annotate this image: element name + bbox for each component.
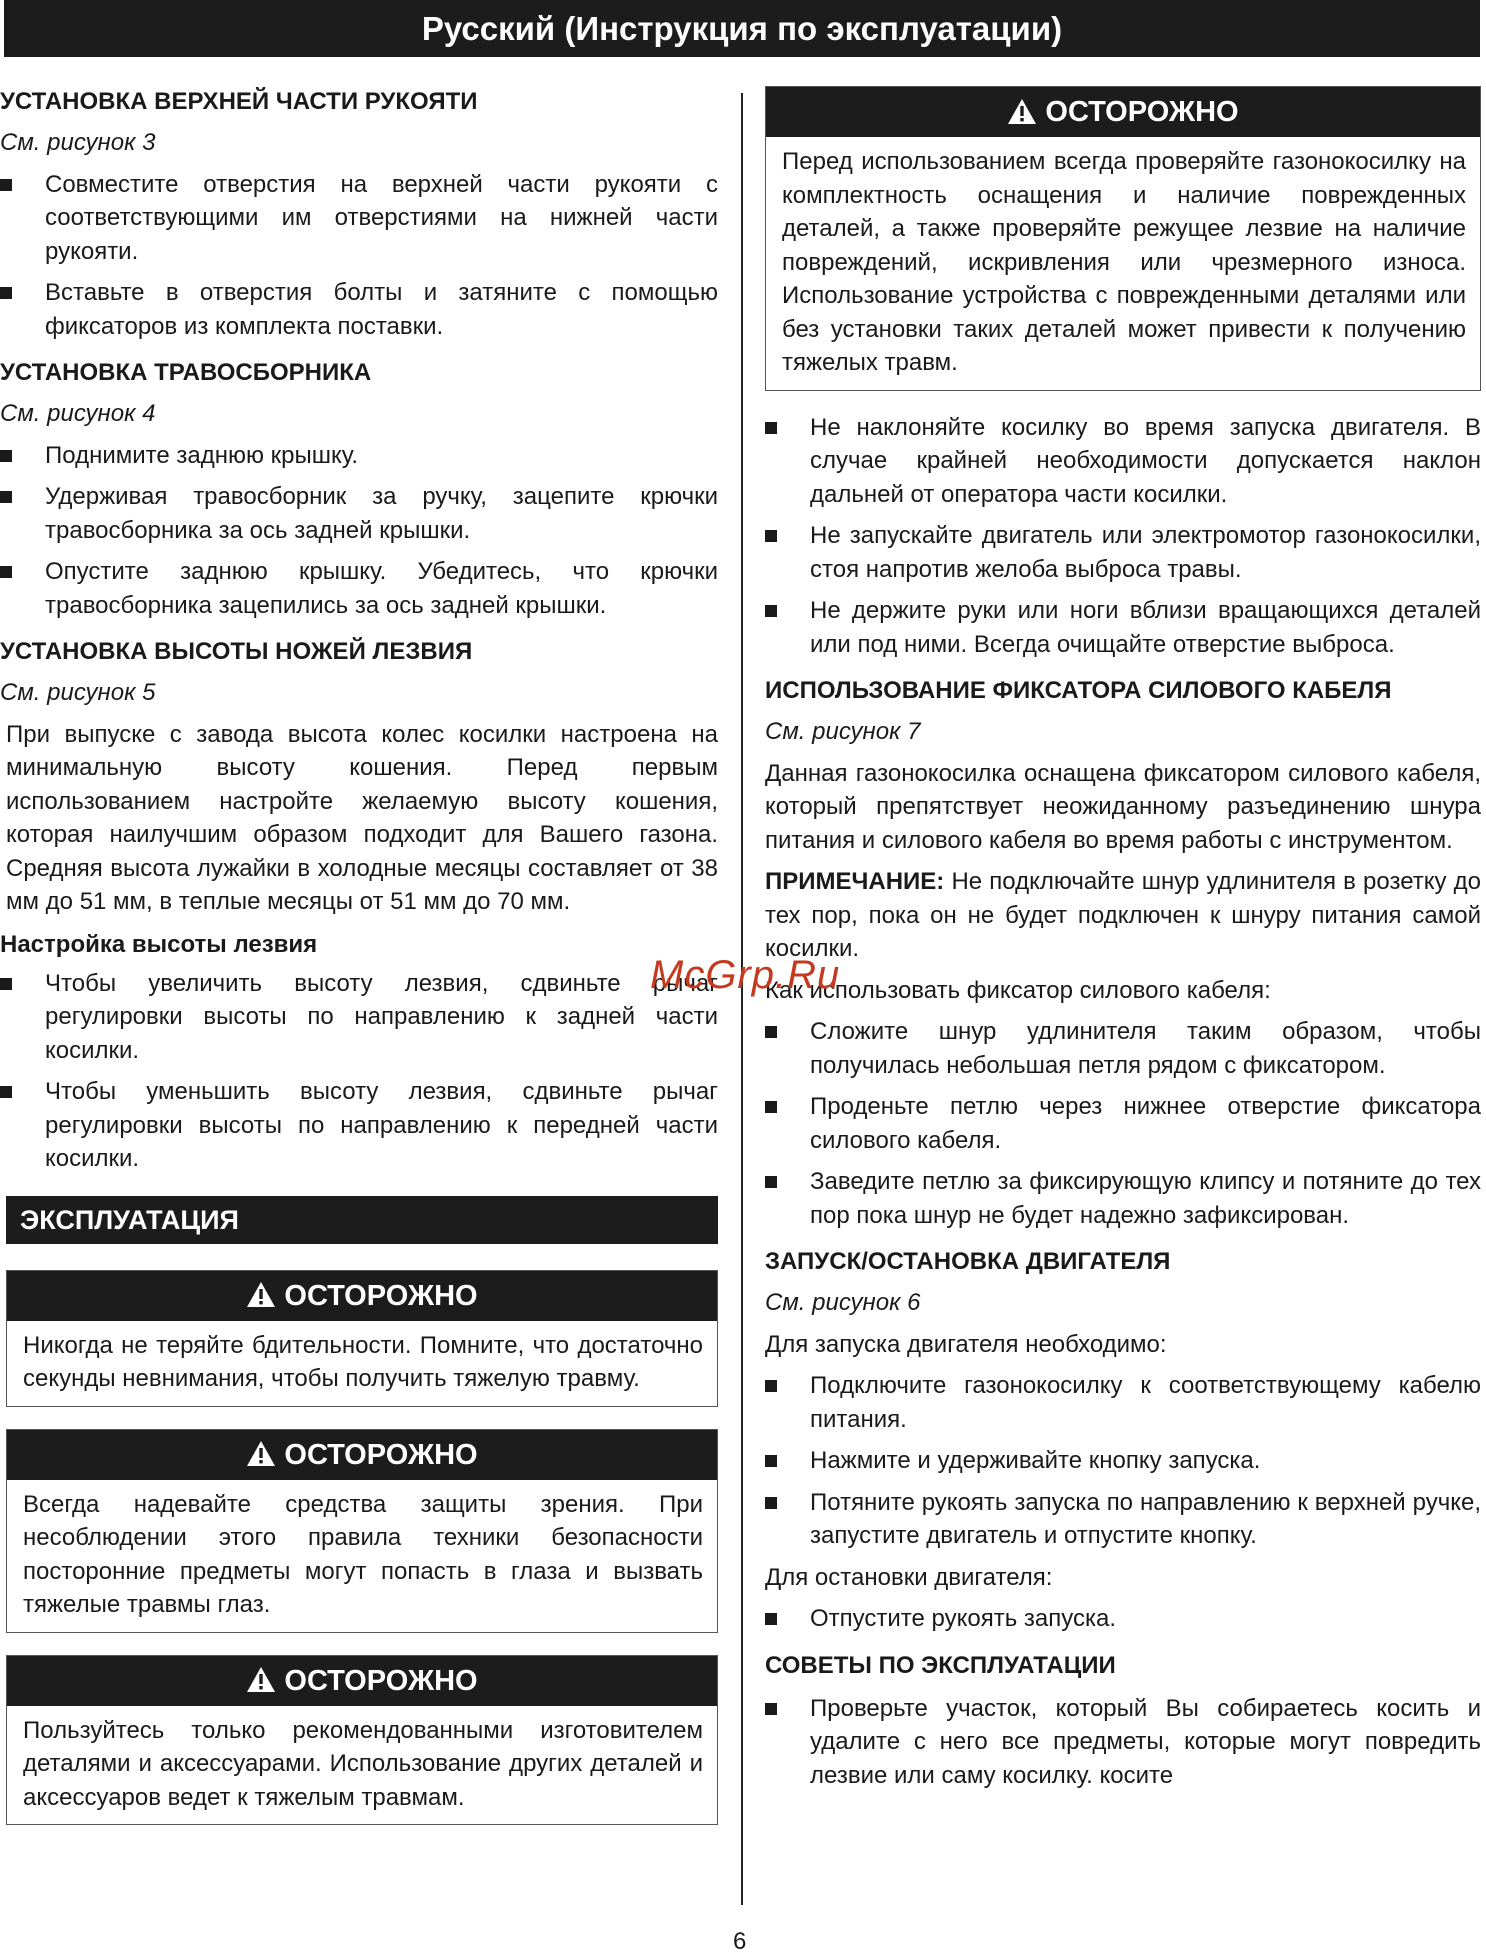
- square-bullet-icon: [0, 491, 12, 503]
- right-column: [765, 86, 1481, 1800]
- square-bullet-icon: [765, 1026, 777, 1038]
- bullet-list: [0, 168, 718, 344]
- list-item: Совместите отверстия на верхней части рукояти с соответствующими им отверстиями на нижней части рукояти.: [0, 168, 718, 269]
- square-bullet-icon: [765, 530, 777, 542]
- section-title-blade-height: УСТАНОВКА ВЫСОТЫ НОЖЕЙ ЛЕЗВИЯ: [0, 638, 473, 665]
- list-item: Не наклоняйте косилку во время запуска двигателя. В случае крайней необходимости допускается наклон дальней от оператора части косилки.: [765, 411, 1481, 512]
- paragraph: Данная газонокосилка оснащена фиксатором силового кабеля, который препятствует неожиданному разъединению шнура питания и силового кабеля во время работы с инструментом.: [765, 759, 1481, 854]
- warning-label: ОСТОРОЖНО: [1045, 96, 1239, 128]
- warning-box: [765, 86, 1481, 391]
- paragraph: Для остановки двигателя:: [765, 1563, 1053, 1591]
- paragraph: Для запуска двигателя необходимо:: [765, 1330, 1167, 1358]
- figure-ref: См. рисунок 5: [0, 679, 156, 706]
- square-bullet-icon: [765, 1613, 777, 1625]
- list-item: Сложите шнур удлинителя таким образом, чтобы получилась небольшая петля рядом с фиксатором.: [765, 1015, 1481, 1082]
- list-item: Не держите руки или ноги вблизи вращающихся деталей или под ними. Всегда очищайте отверстие выброса.: [765, 594, 1481, 661]
- bullet-list: [765, 1692, 1481, 1793]
- paragraph: При выпуске с завода высота колес косилки настроена на минимальную высоту кошения. Перед первым использованием настройте желаемую высоту кошения, которая наилучшим образом подходит для Вашего газона. Средняя высота лужайки в холодные месяцы составляет от 38 мм до 51 мм, в теплые месяцы от 51 мм до 70 мм.: [6, 720, 718, 915]
- warning-header: [7, 1656, 717, 1706]
- list-item: Удерживая травосборник за ручку, зацепите крючки травосборника за ось задней крышки.: [0, 480, 718, 547]
- square-bullet-icon: [0, 1086, 12, 1098]
- figure-ref: См. рисунок 6: [765, 1289, 921, 1316]
- warning-label: ОСТОРОЖНО: [284, 1279, 478, 1312]
- square-bullet-icon: [765, 1455, 777, 1467]
- warning-header: [766, 87, 1480, 137]
- warning-label: ОСТОРОЖНО: [284, 1664, 478, 1697]
- bullet-list: [765, 1369, 1481, 1553]
- list-item: Потяните рукоять запуска по направлению к верхней ручке, запустите двигатель и отпустите кнопку.: [765, 1486, 1481, 1553]
- warning-label: ОСТОРОЖНО: [284, 1438, 478, 1471]
- square-bullet-icon: [765, 1101, 777, 1113]
- bullet-list: [765, 411, 1481, 662]
- list-item: Заведите петлю за фиксирующую клипсу и потяните до тех пор пока шнур не будет надежно зафиксирован.: [765, 1165, 1481, 1232]
- square-bullet-icon: [765, 1497, 777, 1509]
- section-title-grass-catcher: УСТАНОВКА ТРАВОСБОРНИКА: [0, 359, 372, 386]
- section-title-handle-upper: УСТАНОВКА ВЕРХНЕЙ ЧАСТИ РУКОЯТИ: [0, 88, 478, 115]
- paragraph: Как использовать фиксатор силового кабеля:: [765, 976, 1271, 1004]
- square-bullet-icon: [0, 179, 12, 191]
- section-title-engine-start-stop: ЗАПУСК/ОСТАНОВКА ДВИГАТЕЛЯ: [765, 1248, 1171, 1275]
- warning-triangle-icon: [246, 1666, 276, 1693]
- section-title-operation-tips: СОВЕТЫ ПО ЭКСПЛУАТАЦИИ: [765, 1651, 1116, 1679]
- warning-text: Пользуйтесь только рекомендованными изготовителем деталями и аксессуарами. Использование других деталей и аксессуаров ведет к тяжелым травмам.: [23, 1716, 703, 1811]
- bullet-list: [765, 1015, 1481, 1232]
- warning-header: [7, 1271, 717, 1321]
- square-bullet-icon: [0, 287, 12, 299]
- list-item: Чтобы увеличить высоту лезвия, сдвиньте рычаг регулировки высоты по направлению к задней части косилки.: [0, 967, 718, 1068]
- square-bullet-icon: [765, 422, 777, 434]
- section-title-cable-lock: ИСПОЛЬЗОВАНИЕ ФИКСАТОРА СИЛОВОГО КАБЕЛЯ: [765, 677, 1392, 704]
- bullet-list: [0, 439, 718, 623]
- column-divider: [741, 93, 743, 1905]
- section-bar-operation: ЭКСПЛУАТАЦИЯ: [6, 1196, 718, 1244]
- warning-box: [6, 1270, 718, 1407]
- square-bullet-icon: [765, 605, 777, 617]
- list-item: Подключите газонокосилку к соответствующему кабелю питания.: [765, 1369, 1481, 1436]
- square-bullet-icon: [765, 1703, 777, 1715]
- square-bullet-icon: [0, 566, 12, 578]
- square-bullet-icon: [0, 978, 12, 990]
- warning-box: [6, 1429, 718, 1633]
- list-item: Проденьте петлю через нижнее отверстие фиксатора силового кабеля.: [765, 1090, 1481, 1157]
- note-label: ПРИМЕЧАНИЕ:: [765, 868, 945, 895]
- figure-ref: См. рисунок 7: [765, 718, 921, 745]
- warning-triangle-icon: [1007, 98, 1037, 125]
- subsection-title-blade-adjust: Настройка высоты лезвия: [0, 930, 318, 958]
- list-item: Вставьте в отверстия болты и затяните с помощью фиксаторов из комплекта поставки.: [0, 276, 718, 343]
- warning-box: [6, 1655, 718, 1826]
- warning-text: Всегда надевайте средства защиты зрения. При несоблюдении этого правила техники безопасности посторонние предметы могут попасть в глаза и вызвать тяжелые травмы глаз.: [23, 1490, 703, 1618]
- list-item: Отпустите рукоять запуска.: [765, 1602, 1481, 1636]
- bullet-list: [765, 1602, 1481, 1636]
- warning-triangle-icon: [246, 1440, 276, 1467]
- note-text: Не подключайте шнур удлинителя в розетку до тех пор, пока он не будет подключен к шнуру питания самой косилки.: [765, 868, 1482, 962]
- list-item: Проверьте участок, который Вы собираетесь косить и удалите с него все предметы, которые могут повредить лезвие или саму косилку. косите: [765, 1692, 1481, 1793]
- left-column: [0, 86, 718, 1825]
- watermark: McGrp.Ru: [650, 953, 841, 997]
- list-item: Поднимите заднюю крышку.: [0, 439, 718, 473]
- warning-text: Никогда не теряйте бдительности. Помните, что достаточно секунды невнимания, чтобы получить тяжелую травму.: [23, 1331, 703, 1392]
- list-item: Не запускайте двигатель или электромотор газонокосилки, стоя напротив желоба выброса травы.: [765, 519, 1481, 586]
- page-number: 6: [733, 1928, 747, 1955]
- square-bullet-icon: [0, 450, 12, 462]
- square-bullet-icon: [765, 1380, 777, 1392]
- figure-ref: См. рисунок 3: [0, 129, 156, 156]
- list-item: Опустите заднюю крышку. Убедитесь, что крючки травосборника зацепились за ось задней крышки.: [0, 555, 718, 622]
- bullet-list: [0, 967, 718, 1176]
- list-item: Чтобы уменьшить высоту лезвия, сдвиньте рычаг регулировки высоты по направлению к передней части косилки.: [0, 1075, 718, 1176]
- figure-ref: См. рисунок 4: [0, 400, 156, 427]
- page-header-banner: Русский (Инструкция по эксплуатации): [4, 0, 1480, 57]
- note-paragraph: [765, 865, 1481, 966]
- list-item: Нажмите и удерживайте кнопку запуска.: [765, 1444, 1481, 1478]
- warning-text: Перед использованием всегда проверяйте газонокосилку на комплектность оснащения и наличие поврежденных деталей, а также проверяйте режущее лезвие на наличие повреждений, искривления или чрезмерного износа. Использование устройства с поврежденными деталями или без установки таких деталей может привести к получению тяжелых травм.: [782, 148, 1466, 376]
- square-bullet-icon: [765, 1176, 777, 1188]
- warning-triangle-icon: [246, 1281, 276, 1308]
- warning-header: [7, 1430, 717, 1480]
